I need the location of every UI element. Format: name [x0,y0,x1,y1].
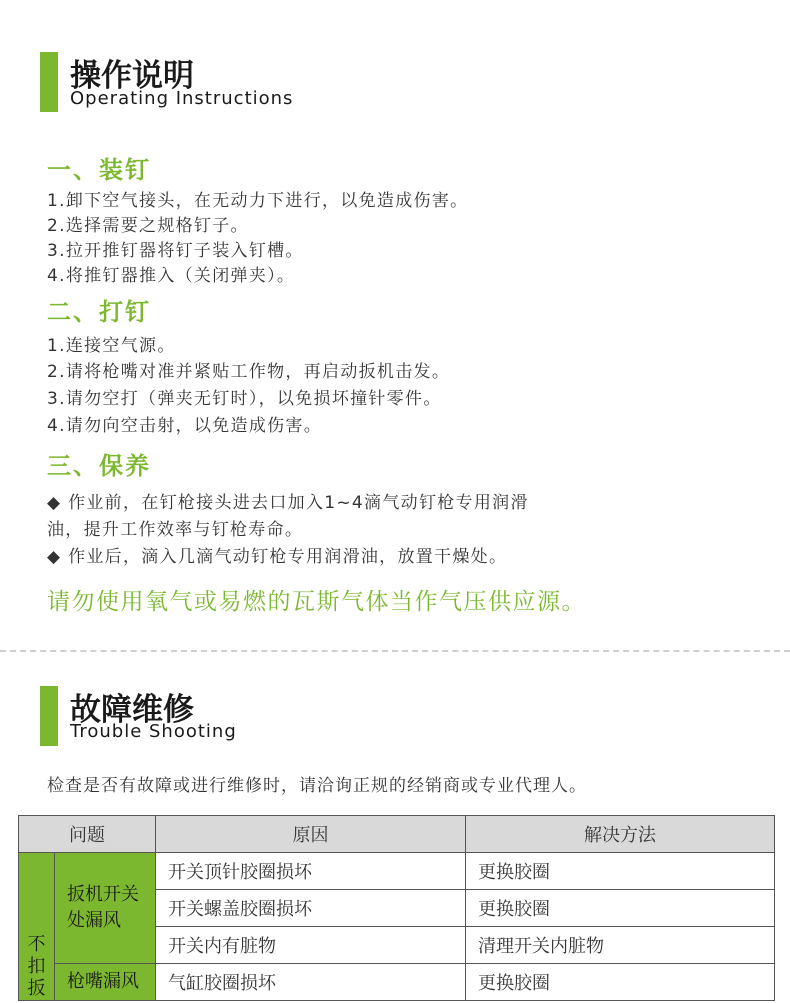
cause-cell: 开关顶针胶圈损坏 [156,853,466,890]
trouble-intro: 检查是否有故障或进行维修时，请洽询正规的经销商或专业代理人。 [47,776,587,796]
operating-title-cn: 操作说明 [70,58,194,94]
maintenance-line: 油，提升工作效率与钉枪寿命。 [47,520,304,540]
loading-step: 2.选择需要之规格钉子。 [47,216,249,236]
solution-cell: 更换胶圈 [466,964,775,1001]
loading-step: 1.卸下空气接头，在无动力下进行，以免造成伤害。 [47,191,469,211]
cause-cell: 开关螺盖胶圈损坏 [156,890,466,927]
maintenance-line: ◆ 作业前，在钉枪接头进去口加入1~4滴气动钉枪专用润滑 [47,493,529,513]
firing-step: 1.连接空气源。 [47,336,176,356]
section-maintenance-title: 三、保养 [47,452,151,480]
section-divider [0,650,790,652]
section-firing-title: 二、打钉 [47,298,151,326]
header-solution: 解决方法 [466,816,775,853]
solution-cell: 更换胶圈 [466,853,775,890]
safety-warning: 请勿使用氧气或易燃的瓦斯气体当作气压供应源。 [47,589,586,615]
solution-cell: 更换胶圈 [466,890,775,927]
table-row [19,853,775,890]
section-loading-title: 一、装钉 [47,156,151,184]
problem-group-label: 不扣扳 [27,934,46,999]
header-problem: 问题 [19,816,156,853]
problem-group-cell [19,853,55,1001]
firing-step: 3.请勿空打（弹夹无钉时），以免损坏撞针零件。 [47,389,442,409]
solution-cell: 清理开关内脏物 [466,927,775,964]
table-row [19,964,775,1001]
table-header-row [19,816,775,853]
problem-cell: 枪嘴漏风 [55,964,156,1001]
trouble-title-cn: 故障维修 [70,692,194,728]
problem-cell [55,853,156,964]
firing-step: 4.请勿向空击射，以免造成伤害。 [47,416,323,436]
trouble-title-en: Trouble Shooting [70,721,237,742]
maintenance-line: ◆ 作业后，滴入几滴气动钉枪专用润滑油，放置干燥处。 [47,547,508,567]
loading-step: 4.将推钉器推入（关闭弹夹）。 [47,266,296,286]
problem-label: 扳机开关处漏风 [67,884,139,931]
troubleshooting-table [18,815,775,1001]
operating-title-en: Operating Instructions [70,88,294,109]
accent-bar [40,52,58,112]
loading-step: 3.拉开推钉器将钉子装入钉槽。 [47,241,304,261]
accent-bar [40,686,58,746]
firing-step: 2.请将枪嘴对准并紧贴工作物，再启动扳机击发。 [47,362,451,382]
header-cause: 原因 [156,816,466,853]
cause-cell: 开关内有脏物 [156,927,466,964]
cause-cell: 气缸胶圈损坏 [156,964,466,1001]
